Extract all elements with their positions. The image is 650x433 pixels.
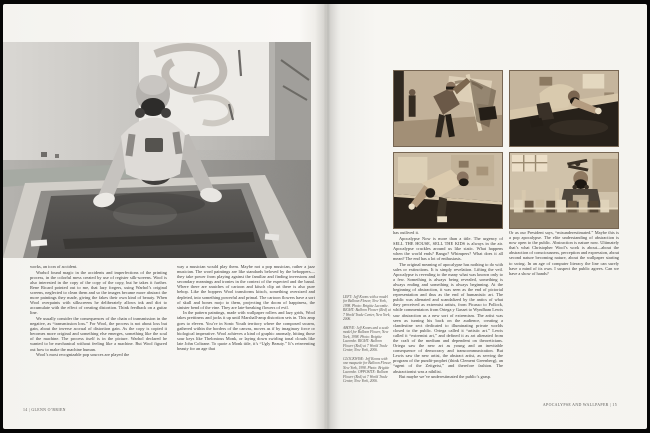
left-page-footer: 14 | GLENN O’BRIEN [23, 408, 66, 412]
body-paragraph: Warhol found magic in the accidents and imperfections of the printing process, in the colorful mess created by use of register silk-screens. Wool is also interested in the copy of the copy of the copy, but he takes it further. Rene Ricard pointed out to me, that lazy forgers, using Warhol’s original screens, neglected to clean them and so the images became more abstract the more paintings they made, giving the fakes their own kind of beauty. When Wool overpaints with silkscreens he deliberately allows ink and dirt to accumulate with the effect of creating distortion. Think feedback on a guitar line. [30, 269, 167, 316]
photo-caption: ABOVE: Jeff Koons and a scale model for Balloon Flower, New York, 1998. Photo: Brigitte Lacombe. RIGHT: Balloon Flower (Red) at 7 World Trade Center, New York, 2006. [343, 325, 390, 352]
photo-captions [343, 295, 393, 388]
photo-edge-top [0, 0, 650, 4]
photo-caption: CLOCKWISE: Jeff Koons with one maquette for Balloon Flower, New York, 1998. Photo: Brigitte Lacombe. OPPOSITE: Balloon Flower (Red) at 7 World Trade Center, New York, 2006. [343, 356, 392, 383]
body-paragraph: works, an icon of accident. [30, 264, 78, 269]
studio-photo-2 [509, 70, 619, 147]
studio-photo-3-art [394, 153, 502, 228]
body-paragraph: Or as our President says, “misunderestimated.” Maybe this is a pop apocalypse. The elite understanding of abstraction is now open to the public. Abstraction is nature now. Ultimately that’s what Christopher Wool’s work is about—about the abstraction of consciousness, perception and expression, about second nature becoming nature, about the wallpaper starting to swing. In an age of computer literacy the line can surely have a mind of its own. I suspect the public agrees. Can we have a show of hands? [509, 230, 619, 276]
studio-photo-large [3, 42, 311, 258]
studio-photo-1-art [394, 71, 502, 146]
studio-photo-4 [509, 152, 619, 229]
body-paragraph: We usually consider the consequences of the chain of transmission in the negative, as “transmission loss.” For Wool, the process is not about loss but gain, about the inverse accrual of distortion gain. As the copy is copied it becomes more original and something else emerges, something like the soul of the machine. The process itself is in the picture. Warhol declared he wanted to be mechanical without feeling like a machine. But Wool figured out how to make the machine human. [30, 315, 167, 352]
studio-photo-large-art [3, 42, 311, 258]
photo-edge-bottom [0, 429, 650, 433]
right-page-column-2 [509, 230, 619, 406]
body-paragraph: Apocalypse Now is more than a title. The urgency of SELL THE HOUSE, SELL THE KIDS is always in the air. Apocalypse crackles around us like static. What happens when the world ends? Bango? Whimpers? What does it all mean? The end has a lot of enthusiasts. [393, 235, 503, 261]
body-paragraph: But maybe we’ve underestimated the public’s grasp. [399, 374, 492, 380]
body-paragraph: In the pattern paintings, made with wallpaper rollers and lazy grids, Wool takes prettiness and jacks it up until Marshall-amp distortion sets in. This amp goes to eleven. You’re in Sonic Youth territory where the composed swarm, gathered within the borders of the canvas, moves as if by imaginary force or biological imperative. Wool achieves a kind of graphic anomaly, hitting those sour keys like Thelonious Monk, or laying down swirling tonal clouds like late John Coltrane. To quote a Monk title, it’s “Ugly Beauty.” It’s reinventing beauty for an age that [177, 310, 315, 351]
studio-photo-1 [393, 70, 503, 147]
studio-photo-2-art [510, 71, 618, 146]
body-paragraph: has outlived it. [393, 230, 419, 235]
studio-photo-4-art [510, 153, 618, 228]
page-fold-shadow [315, 4, 341, 429]
body-paragraph: way a musician would play them. Maybe not a pop musician, rather a jazz musician. The word paintings are like standards beloved by the beboppers—they take power from playing against the familiar and finding inversions and secondary meanings and ironies in the context of the expected and the banal. Where there are snatches of cartoon and kitsch clip art there is also pure bebop. Like the boppers Wool transforms kitsch, something oversized and depleted, into something powerful and primal. The cartoon flowers have a sort of skull and bones mojo to them, projecting the doom of happiness, the sinister bend of the vine. They are late-breaking flowers of evil. [177, 264, 315, 310]
left-page-column-1 [30, 264, 167, 406]
body-paragraph: Wool’s most recognizable pop sources are played the [36, 352, 130, 358]
studio-photo-3 [393, 152, 503, 229]
right-page-footer: APOCALYPSE AND WALLPAPER | 15 [542, 403, 617, 407]
right-page-column-1 [393, 230, 503, 406]
open-book-pages [3, 4, 647, 429]
left-page-column-2 [177, 264, 315, 406]
body-paragraph: The original meaning of apocalypse has nothing to do with sales or extinctions. It is simply revelation. Lifting the veil. Apocalypse is revealing to the many what was known only to a few. Something is always being revealed, something is always ending and something is always beginning. At the beginning of abstraction, it was seen as the end of pictorial representation and thus as the end of humanistic art. The public was alienated and scandalized by the antics of what they perceived as extremist artists, from Picasso to Pollock, while commentators from Ortega y Gasset to Wyndham Lewis saw abstraction as a new sort of extremism. The artist was seen as turning his back on the audience, creating a clandestine sect dedicated to illuminating private worlds closed to the public. Ortega called it “artistic art.” Lewis called it “extremist art,” and defined it as art alienated from the craft of the medium and dependent on theoreticians. Ortega saw the new art as young and an inevitable consequence of democracy and transcommunication. But Lewis saw the new artist, the abstract artist, as serving the program of the pundit-prophet (think Clement Greenberg), an “agent of the Zeitgeist,” and therefore fashion. The abstractionist was a nihilist. [393, 261, 503, 374]
photo-caption: LEFT: Jeff Koons with a model for Balloon Flower, New York, 1998. Photo: Brigitte Lacombe. RIGHT: Balloon Flower (Red) at 7 World Trade Center, New York, 2006. [343, 295, 391, 322]
